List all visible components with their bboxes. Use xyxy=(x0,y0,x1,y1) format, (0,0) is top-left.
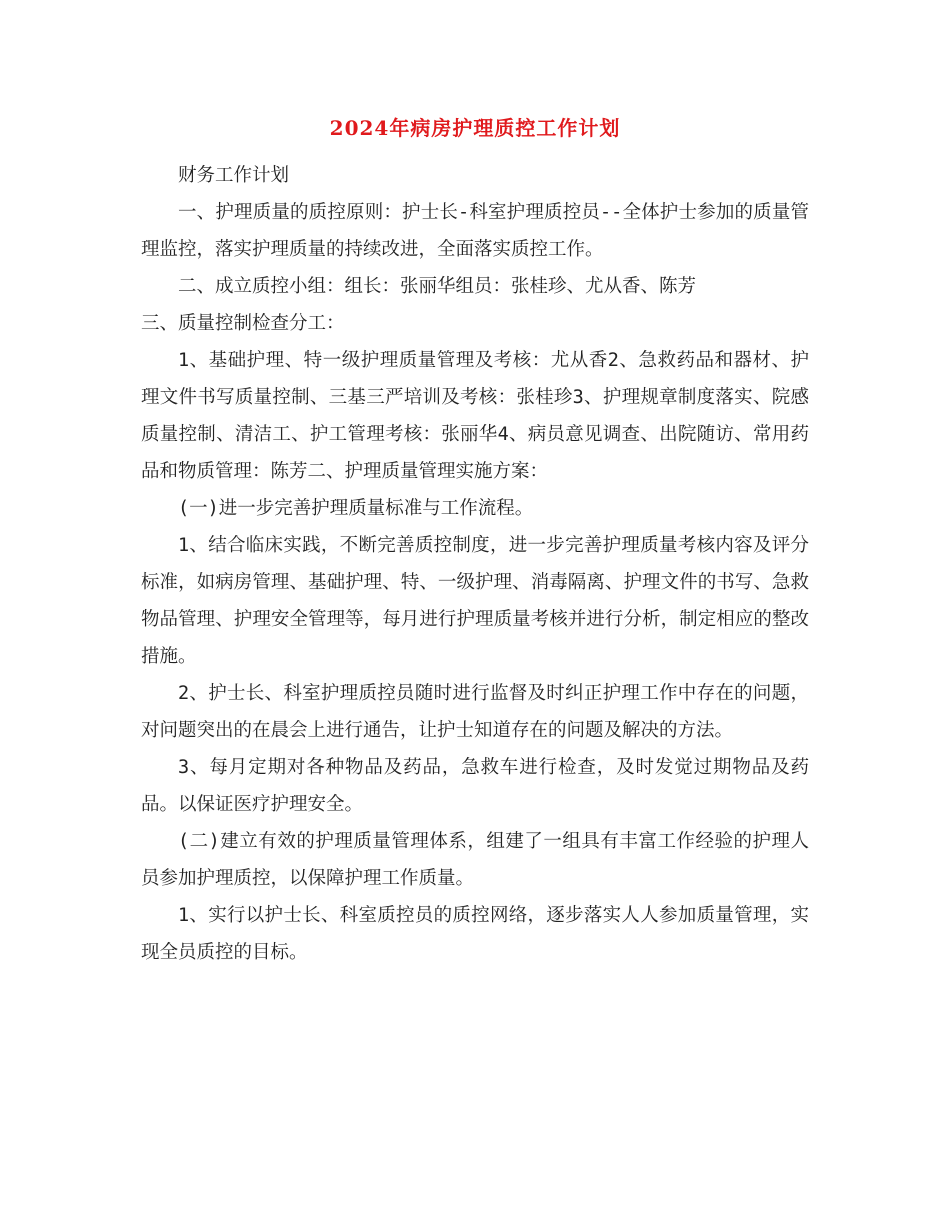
paragraph-item-1: 1、结合临床实践，不断完善质控制度，进一步完善护理质量考核内容及评分标准，如病房管理、基础护理、特、一级护理、消毒隔离、护理文件的书写、急救物品管理、护理安全管理等，每月进行护理质量考核并进行分析，制定相应的整改措施。 xyxy=(141,535,809,667)
paragraph-qc-principle: 一、护理质量的质控原则：护士长-科室护理质控员--全体护士参加的质量管理监控，落实护理质量的持续改进，全面落实质控工作。 xyxy=(141,202,809,260)
paragraph-finance-plan: 财务工作计划 xyxy=(178,165,290,186)
paragraph-item-3: 3、每月定期对各种物品及药品，急救车进行检查，及时发觉过期物品及药品。以保证医疗护理安全。 xyxy=(141,757,809,815)
document-body xyxy=(141,157,809,971)
paragraph-qc-group: 二、成立质控小组：组长：张丽华组员：张桂珍、尤从香、陈芳 xyxy=(178,276,697,297)
paragraph-section-one: (一)进一步完善护理质量标准与工作流程。 xyxy=(178,498,534,519)
paragraph-item-2: 2、护士长、科室护理质控员随时进行监督及时纠正护理工作中存在的问题，对问题突出的在晨会上进行通告，让护士知道存在的问题及解决的方法。 xyxy=(141,683,809,741)
paragraph-item-4: 1、实行以护士长、科室质控员的质控网络，逐步落实人人参加质量管理，实现全员质控的目标。 xyxy=(141,905,809,963)
paragraph-section-two: (二)建立有效的护理质量管理体系，组建了一组具有丰富工作经验的护理人员参加护理质控，以保障护理工作质量。 xyxy=(141,831,809,889)
document-title: 2024年病房护理质控工作计划 xyxy=(329,116,621,140)
paragraph-division-heading: 三、质量控制检查分工： xyxy=(141,313,345,334)
paragraph-division-details: 1、基础护理、特一级护理质量管理及考核：尤从香2、急救药品和器材、护理文件书写质量控制、三基三严培训及考核：张桂珍3、护理规章制度落实、院感质量控制、清洁工、护工管理考核：张丽华4、病员意见调查、出院随访、常用药品和物质管理：陈芳二、护理质量管理实施方案： xyxy=(141,350,809,482)
